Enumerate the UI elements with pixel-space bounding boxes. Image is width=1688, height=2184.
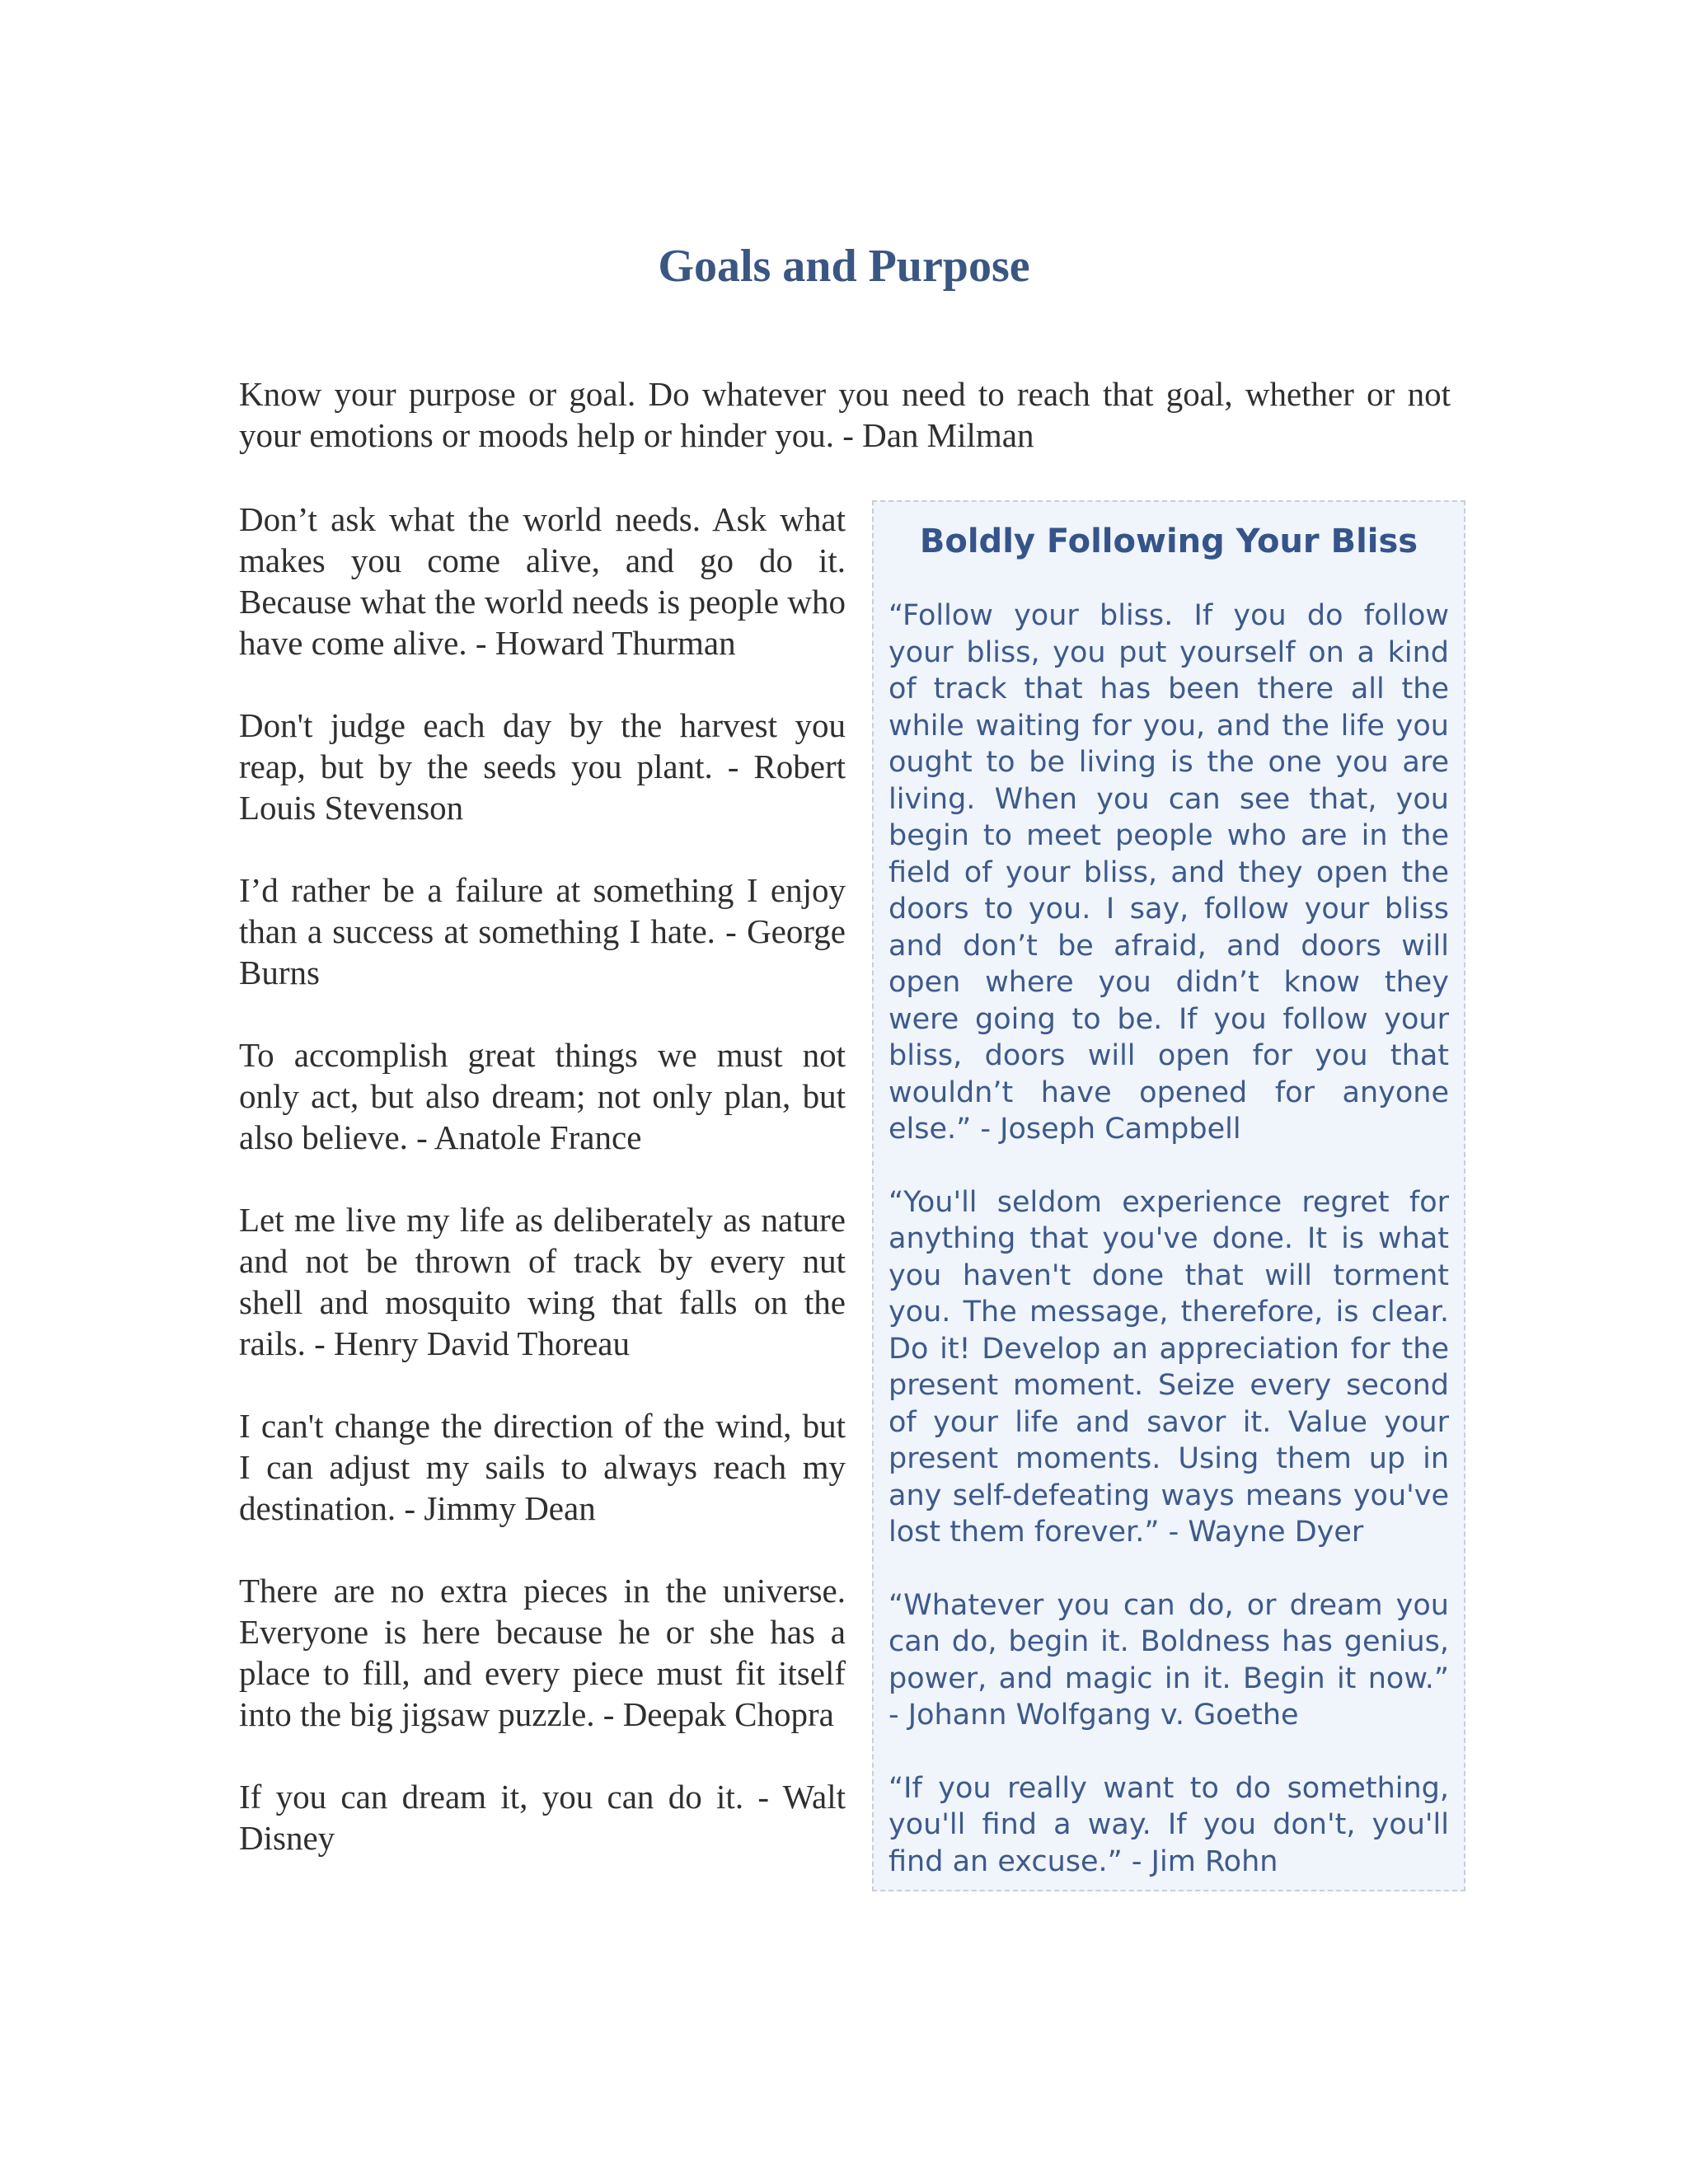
sidebar-quote: “Whatever you can do, or dream you can do, begin it. Boldness has genius, power, and magic in it. Begin it now.” - Johann Wolfgang v. Goethe xyxy=(889,1588,1449,1732)
quote-paragraph: If you can dream it, you can do it. - Walt Disney xyxy=(239,1778,846,1857)
quote-paragraph: I can't change the direction of the wind, but I can adjust my sails to always reach my destination. - Jimmy Dean xyxy=(239,1407,846,1527)
page-title: Goals and Purpose xyxy=(658,241,1030,292)
quote-paragraph: Don’t ask what the world needs. Ask what makes you come alive, and go do it. Because what the world needs is people who have come alive. - Howard Thurman xyxy=(239,500,846,662)
sidebar-quote: “You'll seldom experience regret for anything that you've done. It is what you haven't done that will torment you. The message, therefore, is clear. Do it! Develop an appreciation for the present moment. Seize every second of your life and savor it. Value your present moments. Using them up in any self-defeating ways means you've lost them forever.” - Wayne Dyer xyxy=(889,1185,1449,1549)
quote-paragraph: There are no extra pieces in the universe. Everyone is here because he or she has a place to fill, and every piece must fit itself into the big jigsaw puzzle. - Deepak Chopra xyxy=(239,1572,846,1733)
sidebar-quote: “If you really want to do something, you'll find a way. If you don't, you'll find an excuse.” - Jim Rohn xyxy=(889,1771,1449,1878)
quote-paragraph: Don't judge each day by the harvest you reap, but by the seeds you plant. - Robert Louis Stevenson xyxy=(239,706,846,827)
sidebar-quote: “Follow your bliss. If you do follow your bliss, you put yourself on a kind of track that has been there all the while waiting for you, and the life you ought to be living is the one you are living. When you can see that, you begin to meet people who are in the field of your bliss, and they open the doors to you. I say, follow your bliss and don’t be afraid, and doors will open where you didn’t know they were going to be. If you follow your bliss, doors will open for you that wouldn’t have opened for anyone else.” - Joseph Campbell xyxy=(889,599,1449,1146)
quote-paragraph: Let me live my life as deliberately as nature and not be thrown of track by every nut shell and mosquito wing that falls on the rails. - Henry David Thoreau xyxy=(239,1201,846,1362)
sidebar-title: Boldly Following Your Bliss xyxy=(919,523,1418,560)
quote-paragraph: To accomplish great things we must not only act, but also dream; not only plan, but also believe. - Anatole France xyxy=(239,1036,846,1156)
intro-quote: Know your purpose or goal. Do whatever you need to reach that goal, whether or not your emotions or moods help or hinder you. - Dan Milman xyxy=(239,375,1451,454)
sidebar-box xyxy=(872,500,1465,1891)
left-quote-column xyxy=(239,499,846,1900)
quote-paragraph: I’d rather be a failure at something I enjoy than a success at something I hate. - George Burns xyxy=(239,871,846,991)
